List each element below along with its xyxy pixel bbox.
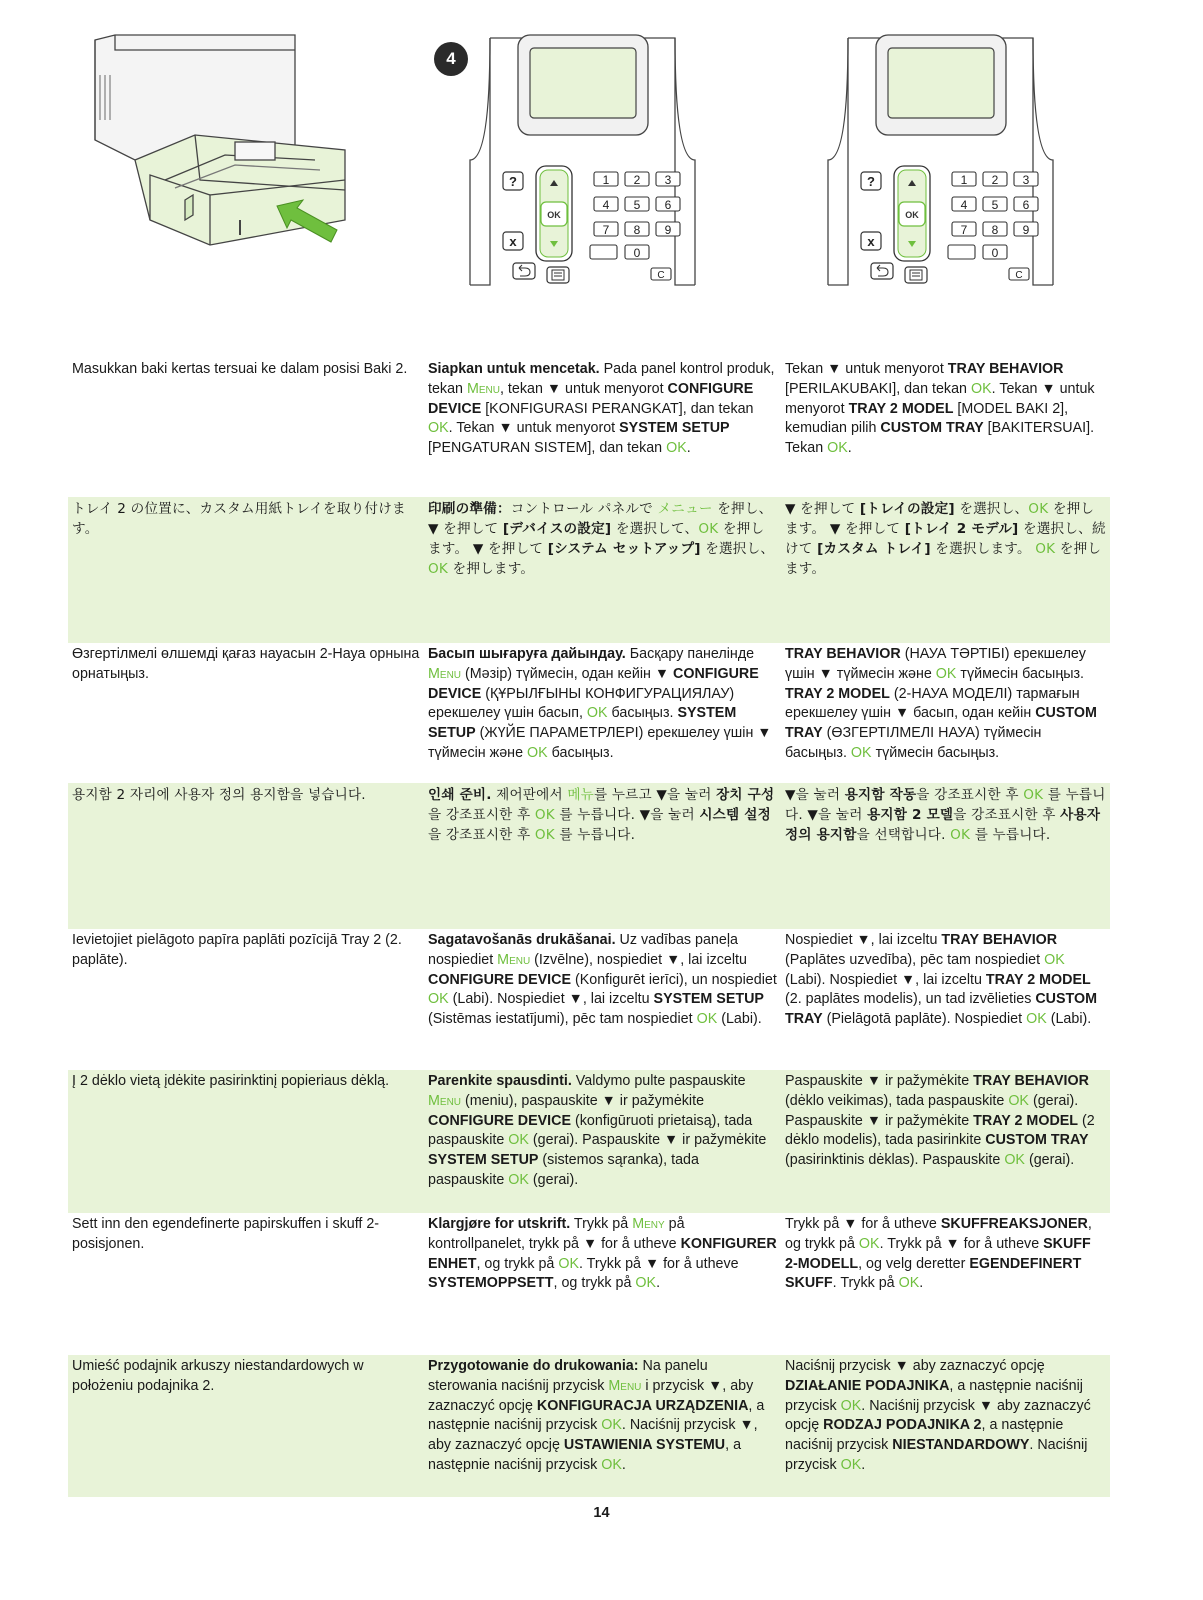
clear-key-label: C bbox=[1015, 270, 1023, 281]
keypad-digit: 8 bbox=[633, 223, 641, 237]
back-key bbox=[871, 263, 893, 279]
keypad-digit: 1 bbox=[602, 173, 610, 187]
keypad-digit: 4 bbox=[602, 198, 610, 212]
cancel-key-label: x bbox=[509, 234, 517, 249]
tray-setting-text: Tekan ▼ untuk menyorot TRAY BEHAVIOR [PERILAKUBAKI], dan tekan OK. Tekan ▼ untuk menyorot TRAY 2 MODEL [MODEL BAKI 2], kemudian pilih CUSTOM TRAY [BAKITERSUAI]. Tekan OK. bbox=[785, 361, 1095, 457]
prepare-printing-text: Басып шығаруға дайындау. Басқару панелінде Menu (Мәзір) түймесін, одан кейін ▼ CONFIGURE DEVICE (ҚҰРЫЛҒЫНЫ КОНФИГУРАЦИЯЛАУ) ерекшелеу үшін басып, OK басыңыз. SYSTEM SETUP (ЖҮЙЕ ПАРАМЕТРЛЕРІ) ерекшелеу үшін ▼ түймесін және OK басыңыз. bbox=[428, 646, 772, 761]
numeric-keypad bbox=[948, 172, 1038, 260]
menu-key bbox=[547, 267, 569, 283]
cancel-key-label: x bbox=[867, 234, 875, 249]
instruction-row bbox=[68, 497, 1110, 643]
instruction-row bbox=[68, 643, 1110, 783]
navigation-keys bbox=[536, 166, 572, 261]
keypad-digit: 9 bbox=[664, 223, 672, 237]
keypad-digit: 6 bbox=[664, 198, 672, 212]
keypad-digit: 9 bbox=[1022, 223, 1030, 237]
control-panel-illustration bbox=[788, 30, 1073, 300]
step-number-badge: 4 bbox=[434, 42, 468, 76]
keypad-digit-zero: 0 bbox=[633, 246, 641, 260]
instruction-row bbox=[68, 358, 1110, 488]
tray-setting-text: TRAY BEHAVIOR (НАУА ТӘРТІБІ) ерекшелеу үшін ▼ түймесін және OK түймесін басыңыз. TRAY 2 MODEL (2-НАУА МОДЕЛІ) тармағын ерекшелеу үшін ▼ басып, одан кейін CUSTOM TRAY (ӨЗГЕРТІЛМЕЛІ НАУА) түймесін басыңыз. OK түймесін басыңыз. bbox=[785, 646, 1097, 761]
keypad-digit: 2 bbox=[633, 173, 641, 187]
numeric-keypad bbox=[590, 172, 680, 260]
location-text: トレイ 2 の位置に、カスタム用紙トレイを取り付けます。 bbox=[72, 501, 406, 537]
keypad-digit: 7 bbox=[960, 223, 968, 237]
page-number: 14 bbox=[593, 1505, 610, 1521]
keypad-digit: 8 bbox=[991, 223, 999, 237]
prepare-printing-text: 인쇄 준비. 제어판에서 메뉴를 누르고 ▼을 눌러 장치 구성을 강조표시한 후 OK 를 누릅니다. ▼을 눌러 시스템 설정을 강조표시한 후 OK 를 누릅니다. bbox=[428, 787, 775, 843]
clear-key bbox=[1009, 268, 1029, 281]
clear-key bbox=[651, 268, 671, 281]
prepare-printing-text: Parenkite spausdinti. Valdymo pulte paspauskite Menu (meniu), paspauskite ▼ ir pažymėkite CONFIGURE DEVICE (konfigūruoti prietaisą), tada paspauskite OK (gerai). Paspauskite ▼ ir pažymėkite SYSTEM SETUP (sistemos sąranka), tada paspauskite OK (gerai). bbox=[428, 1073, 767, 1188]
ok-key-label: OK bbox=[905, 210, 919, 220]
help-key bbox=[861, 172, 881, 190]
prepare-printing-text: Siapkan untuk mencetak. Pada panel kontrol produk, tekan Menu, tekan ▼ untuk menyorot CONFIGURE DEVICE [KONFIGURASI PERANGKAT], dan tekan OK. Tekan ▼ untuk menyorot SYSTEM SETUP [PENGATURAN SISTEM], dan tekan OK. bbox=[428, 361, 775, 457]
cancel-key bbox=[503, 232, 523, 250]
clear-key-label: C bbox=[657, 270, 665, 281]
ok-key-label: OK bbox=[547, 210, 561, 220]
keypad-digit: 5 bbox=[633, 198, 641, 212]
instruction-row bbox=[68, 1070, 1110, 1213]
tray-setting-text: Paspauskite ▼ ir pažymėkite TRAY BEHAVIOR (dėklo veikimas), tada paspauskite OK (gerai). Paspauskite ▼ ir pažymėkite TRAY 2 MODEL (2 dėklo modelis), tada pasirinkite CUSTOM TRAY (pasirinktinis dėklas). Paspauskite OK (gerai). bbox=[785, 1073, 1095, 1169]
tray-insertion-illustration bbox=[75, 30, 375, 260]
tray-setting-text: ▼ を押して [トレイの設定] を選択し、OK を押します。 ▼ を押して [トレイ 2 モデル] を選択し、続けて [カスタム トレイ] を選択します。 OK を押します。 bbox=[785, 501, 1106, 577]
prepare-printing-text: Sagatavošanās drukāšanai. Uz vadības paneļa nospiediet Menu (Izvēlne), nospiediet ▼, lai izceltu CONFIGURE DEVICE (Konfigurēt ierīci), un nospiediet OK (Labi). Nospiediet ▼, lai izceltu SYSTEM SETUP (Sistēmas iestatījumi), pēc tam nospiediet OK (Labi). bbox=[428, 932, 777, 1028]
keypad-digit: 3 bbox=[664, 173, 672, 187]
back-key bbox=[513, 263, 535, 279]
location-text: Į 2 dėklo vietą įdėkite pasirinktinį popieriaus dėklą. bbox=[72, 1073, 390, 1089]
keypad-digit: 7 bbox=[602, 223, 610, 237]
tray-setting-text: ▼을 눌러 용지함 작동을 강조표시한 후 OK 를 누릅니다. ▼을 눌러 용지함 2 모델을 강조표시한 후 사용자 정의 용지함을 선택합니다. OK 를 누릅니다. bbox=[785, 787, 1106, 843]
help-key-label: ? bbox=[509, 174, 517, 189]
menu-key bbox=[905, 267, 927, 283]
help-key-label: ? bbox=[867, 174, 875, 189]
keypad-digit-zero: 0 bbox=[991, 246, 999, 260]
tray-setting-text: Nospiediet ▼, lai izceltu TRAY BEHAVIOR (Paplātes uzvedība), pēc tam nospiediet OK (Labi). Nospiediet ▼, lai izceltu TRAY 2 MODEL (2. paplātes modelis), un tad izvēlieties CUSTOM TRAY (Pielāgotā paplāte). Nospiediet OK (Labi). bbox=[785, 932, 1098, 1028]
keypad-digit: 1 bbox=[960, 173, 968, 187]
help-key bbox=[503, 172, 523, 190]
tray-setting-text: Trykk på ▼ for å utheve SKUFFREAKSJONER, og trykk på OK. Trykk på ▼ for å utheve SKUFF 2-MODELL, og velg deretter EGENDEFINERT SKUFF. Trykk på OK. bbox=[785, 1216, 1092, 1292]
keypad-digit: 3 bbox=[1022, 173, 1030, 187]
cancel-key bbox=[861, 232, 881, 250]
keypad-digit: 6 bbox=[1022, 198, 1030, 212]
instruction-row bbox=[68, 783, 1110, 929]
location-text: Ievietojiet pielāgoto papīra paplāti pozīcijā Tray 2 (2. paplāte). bbox=[72, 932, 402, 968]
instruction-row bbox=[68, 1213, 1110, 1355]
keypad-digit: 2 bbox=[991, 173, 999, 187]
navigation-keys bbox=[894, 166, 930, 261]
control-panel-illustration bbox=[430, 30, 715, 300]
prepare-printing-text: Klargjøre for utskrift. Trykk på Meny på kontrollpanelet, trykk på ▼ for å utheve KONFIGURER ENHET, og trykk på OK. Trykk på ▼ for å utheve SYSTEMOPPSETT, og trykk på OK. bbox=[428, 1216, 777, 1292]
keypad-digit: 4 bbox=[960, 198, 968, 212]
location-text: Sett inn den egendefinerte papirskuffen i skuff 2-posisjonen. bbox=[72, 1216, 380, 1252]
location-text: Masukkan baki kertas tersuai ke dalam posisi Baki 2. bbox=[72, 361, 408, 377]
location-text: Өзгертілмелі өлшемді қағаз науасын 2-Науа орнына орнатыңыз. bbox=[72, 646, 420, 682]
prepare-printing-text: Przygotowanie do drukowania: Na panelu sterowania naciśnij przycisk Menu i przycisk ▼, aby zaznaczyć opcję KONFIGURACJA URZĄDZENIA, a następnie naciśnij przycisk OK. Naciśnij przycisk ▼, aby zaznaczyć opcję USTAWIENIA SYSTEMU, a następnie naciśnij przycisk OK. bbox=[428, 1358, 765, 1473]
location-text: Umieść podajnik arkuszy niestandardowych w położeniu podajnika 2. bbox=[72, 1358, 364, 1394]
keypad-digit: 5 bbox=[991, 198, 999, 212]
instruction-row bbox=[68, 1355, 1110, 1497]
instruction-row bbox=[68, 929, 1110, 1070]
tray-setting-text: Naciśnij przycisk ▼ aby zaznaczyć opcję DZIAŁANIE PODAJNIKA, a następnie naciśnij przycisk OK. Naciśnij przycisk ▼ aby zaznaczyć opcję RODZAJ PODAJNIKA 2, a następnie naciśnij przycisk NIESTANDARDOWY. Naciśnij przycisk OK. bbox=[785, 1358, 1091, 1473]
prepare-printing-text: 印刷の準備：コントロール パネルで メニュー を押し、▼ を押して [デバイスの設定] を選択して、OK を押します。 ▼ を押して [システム セットアップ] を選択し、OK を押します。 bbox=[428, 501, 775, 577]
location-text: 용지함 2 자리에 사용자 정의 용지함을 넣습니다. bbox=[72, 787, 366, 803]
